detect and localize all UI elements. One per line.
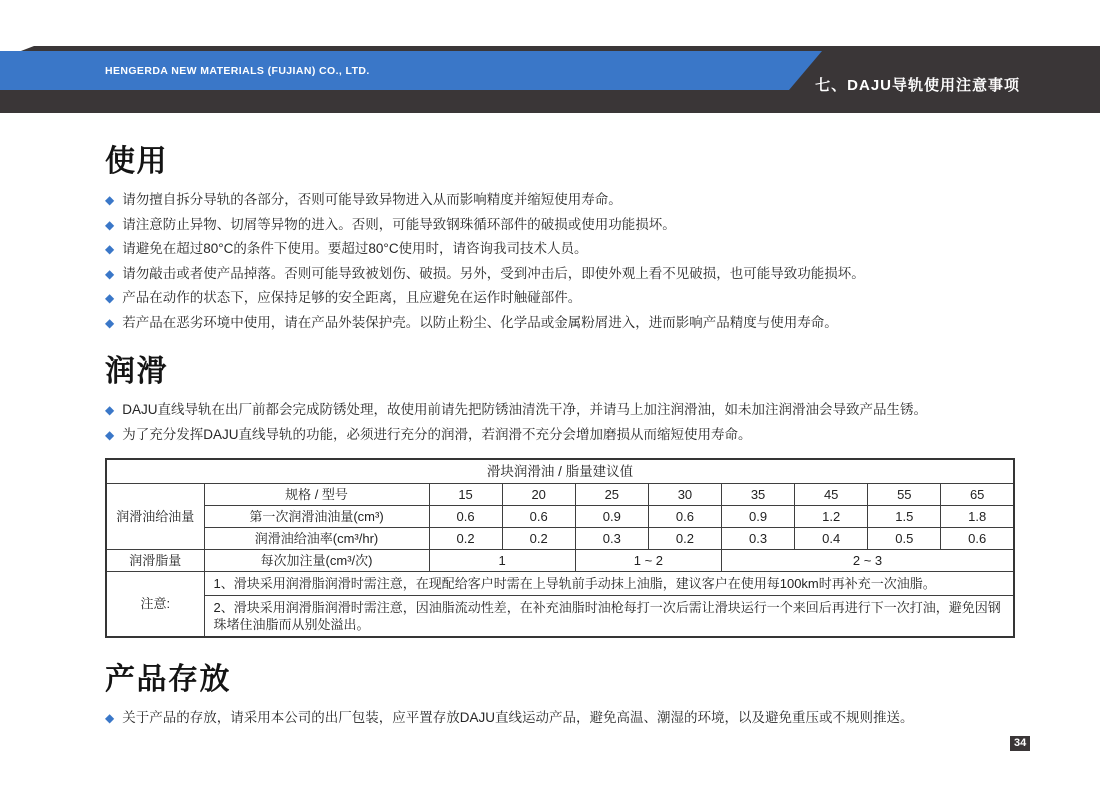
value-cell: 2 ~ 3 [722,549,1015,571]
table-title-row [106,459,1014,483]
diamond-bullet-icon: ◆ [105,217,115,232]
section-usage [105,136,1015,339]
value-cell: 1.2 [795,505,868,527]
value-cell: 1 ~ 2 [575,549,721,571]
table-row-grease [106,549,1014,571]
bullet-text: 产品在动作的状态下，应保持足够的安全距离，且应避免在运作时触碰部件。 [122,290,582,306]
note-text-cell: 2、滑块采用润滑脂润滑时需注意，因油脂流动性差，在补充油脂时油枪每打一次后需让滑块运行一个来回后再进行下一次打油，避免因钢珠堵住油脂而从别处溢出。 [204,595,1014,637]
section-storage [105,654,1015,734]
bullet-item [105,240,1015,259]
value-cell: 0.2 [648,527,721,549]
row-label-cell: 润滑油给油率(cm³/hr) [204,527,429,549]
bullet-text: 请避免在超过80°C的条件下使用。要超过80°C使用时，请咨询我司技术人员。 [122,241,588,257]
diamond-bullet-icon: ◆ [105,193,115,207]
section-lubrication [105,346,1015,638]
value-cell: 0.3 [722,527,795,549]
bullet-item [105,216,1015,235]
bullet-text: 请勿擅自拆分导轨的各部分，否则可能导致异物进入从而影响精度并缩短使用寿命。 [122,192,622,207]
value-cell: 0.6 [648,505,721,527]
chapter-title: 七、DAJU导轨使用注意事项 [815,77,1020,94]
value-cell: 0.3 [575,527,648,549]
value-cell: 1.5 [868,505,941,527]
bullet-text: 请注意防止异物、切屑等异物的进入。否则，可能导致钢珠循环部件的破损或使用功能损坏。 [122,216,676,232]
model-header-cell: 65 [941,483,1014,505]
value-cell: 0.5 [868,527,941,549]
value-cell: 0.6 [502,505,575,527]
row-label-cell: 每次加注量(cm³/次) [204,549,429,571]
value-cell: 0.2 [429,527,502,549]
company-name: HENGERDA NEW MATERIALS (FUJIAN) CO., LTD. [105,64,370,77]
bullet-text: 若产品在恶劣环境中使用，请在产品外装保护壳。以防止粉尘、化学品或金属粉屑进入，进而影响产品精度与使用寿命。 [122,314,838,330]
value-cell: 1 [429,549,575,571]
row-label-cell: 第一次润滑油油量(cm³) [204,505,429,527]
diamond-bullet-icon: ◆ [105,403,115,417]
model-header-cell: 35 [722,483,795,505]
model-header-cell: 45 [795,483,868,505]
table-note-row [106,595,1014,637]
bullet-item [105,289,1015,308]
spec-label-cell: 规格 / 型号 [204,483,429,505]
table-row-oil-rate [106,527,1014,549]
table-row-first-fill [106,505,1014,527]
table-note-row [106,571,1014,595]
bullet-item [105,314,1015,333]
bullet-text: 为了充分发挥DAJU直线导轨的功能，必须进行充分的润滑，若润滑不充分会增加磨损从而缩短使用寿命。 [122,426,752,442]
model-header-cell: 20 [502,483,575,505]
diamond-bullet-icon: ◆ [105,711,115,725]
value-cell: 0.4 [795,527,868,549]
model-header-cell: 25 [575,483,648,505]
bullet-item [105,709,1015,728]
bullet-text: DAJU直线导轨在出厂前都会完成防锈处理，故使用前请先把防锈油清洗干净，并请马上加注润滑油，如未加注润滑油会导致产品生锈。 [122,402,927,417]
diamond-bullet-icon: ◆ [105,427,115,442]
lubrication-title: 润滑 [105,355,168,388]
lubrication-table [105,458,1015,638]
value-cell: 1.8 [941,505,1014,527]
value-cell: 0.6 [429,505,502,527]
value-cell: 0.9 [575,505,648,527]
table-spec-row [106,483,1014,505]
notes-label-cell: 注意: [106,571,204,637]
bullet-text: 关于产品的存放，请采用本公司的出厂包装，应平置存放DAJU直线运动产品，避免高温、潮湿的环境，以及避免重压或不规则推送。 [122,710,914,725]
diamond-bullet-icon: ◆ [105,266,115,281]
oil-group-label: 润滑油给油量 [106,483,204,549]
value-cell: 0.9 [722,505,795,527]
bullet-item [105,265,1015,284]
model-header-cell: 55 [868,483,941,505]
page-number-badge: 34 [1010,736,1030,751]
grease-group-label: 润滑脂量 [106,549,204,571]
value-cell: 0.6 [941,527,1014,549]
bullet-item [105,401,1015,420]
table-title: 滑块润滑油 / 脂量建议值 [106,459,1014,483]
model-header-cell: 15 [429,483,502,505]
value-cell: 0.2 [502,527,575,549]
bullet-item [105,191,1015,210]
bullet-item [105,426,1015,445]
bullet-text: 请勿敲击或者使产品掉落。否则可能导致被划伤、破损。另外，受到冲击后，即使外观上看不见破损，也可能导致功能损坏。 [122,265,865,281]
diamond-bullet-icon: ◆ [105,315,115,330]
diamond-bullet-icon: ◆ [105,291,115,306]
usage-title: 使用 [105,145,168,178]
diamond-bullet-icon: ◆ [105,242,115,257]
storage-title: 产品存放 [105,663,231,696]
model-header-cell: 30 [648,483,721,505]
note-text-cell: 1、滑块采用润滑脂润滑时需注意，在现配给客户时需在上导轨前手动抹上油脂，建议客户在使用每100km时再补充一次油脂。 [204,571,1014,595]
